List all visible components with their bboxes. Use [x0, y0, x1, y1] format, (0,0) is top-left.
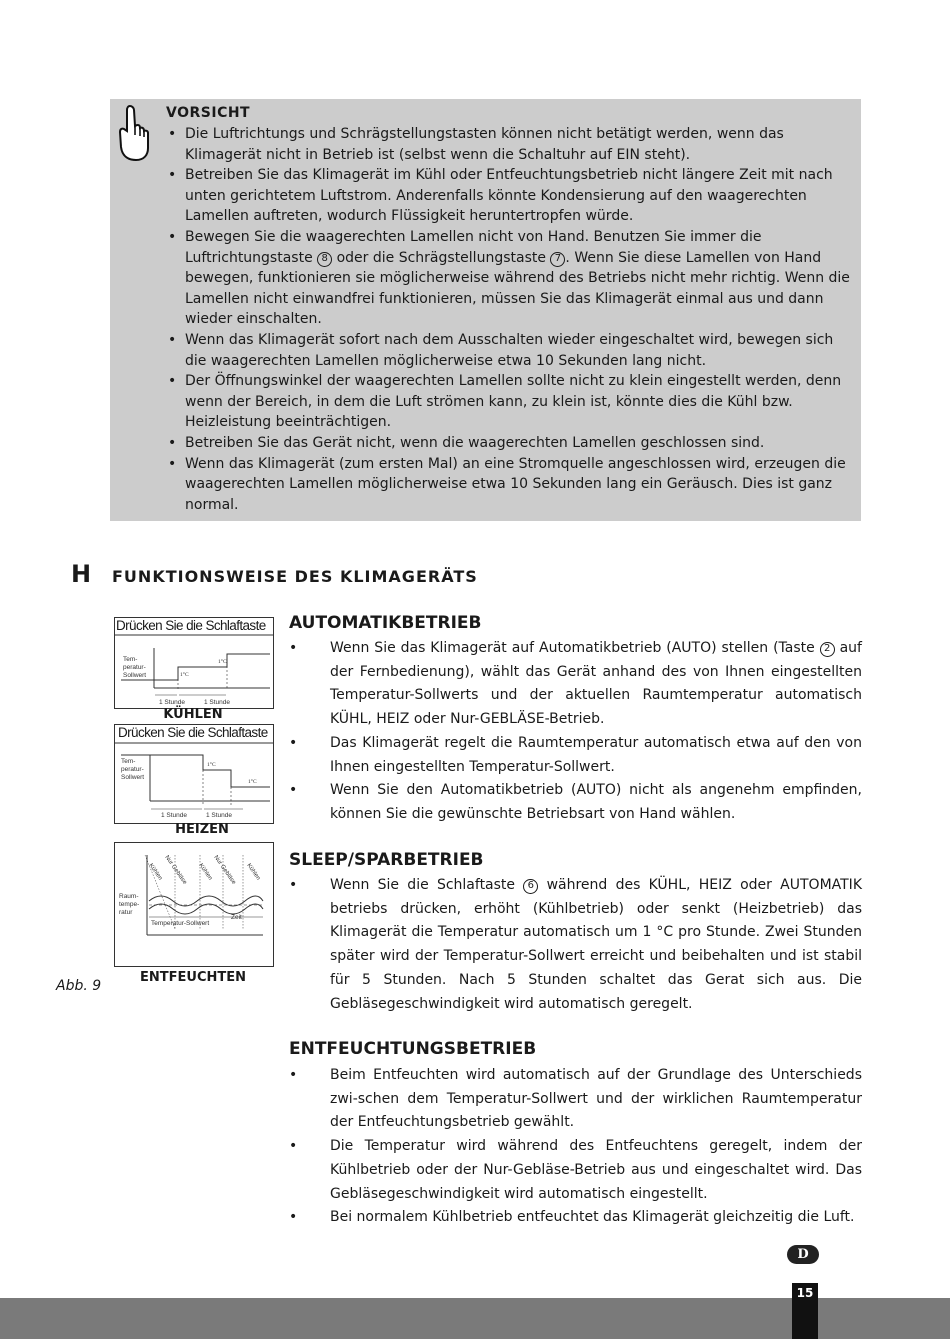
caution-item: • Der Öffnungswinkel der waagerechten Lamellen sollte nicht zu klein eingestellt werden, denn wenn der Bereich, in dem die Luft strömen kann, zu klein ist, könnte dies die Kühl bzw. Heizleistung beeinträchtigen. [166, 371, 856, 433]
svg-text:Tem-: Tem- [123, 656, 138, 663]
cooling-diagram [114, 617, 274, 709]
heating-chart [115, 725, 273, 823]
svg-text:peratur-: peratur- [121, 766, 144, 773]
svg-text:1 Stunde: 1 Stunde [206, 812, 233, 819]
button-number-2: 2 [820, 642, 835, 657]
caution-item: • Die Luftrichtungs und Schrägstellungstasten können nicht betätigt werden, wenn das Klimagerät nicht in Betrieb ist (selbst wenn die Schaltuhr auf EIN steht). [166, 124, 856, 165]
caution-item: • Wenn das Klimagerät sofort nach dem Ausschalten wieder eingeschaltet wird, bewegen sich die waagerechten Lamellen möglicherweise etwa 10 Sekunden lang nicht. [166, 330, 856, 371]
dry-label: ENTFEUCHTEN [140, 970, 246, 985]
button-number-6: 6 [523, 879, 538, 894]
svg-text:Kühlen: Kühlen [147, 862, 163, 882]
list-item: • Wenn Sie den Automatikbetrieb (AUTO) nicht als angenehm empfinden, können Sie die gewünschte Betriebsart von Hand wählen. [289, 779, 862, 826]
caution-box [110, 99, 861, 521]
svg-text:1 Stunde: 1 Stunde [159, 699, 186, 706]
svg-text:Nur Gebläse: Nur Gebläse [212, 854, 237, 886]
auto-title: AUTOMATIKBETRIEB [289, 613, 482, 633]
list-item: • Wenn Sie die Schlaftaste 6 während des KÜHL, HEIZ oder AUTOMATIK betriebs drücken, erhöht (Kühlbetrieb) oder senkt (Heizbetrieb) das Klimagerät die Temperatur automatisch um 1 °C pro Stunde. Zwei Stunden später wird der Temperatur-Sollwert erreicht und beibehalten und ist stabil für 5 Stunden. Nach 5 Stunden schaltet das Gerat sich aus. Die Gebläsegeschwindigkeit wird automatisch geregelt. [289, 874, 862, 1016]
dry-title: ENTFEUCHTUNGSBETRIEB [289, 1039, 537, 1059]
svg-text:peratur-: peratur- [123, 664, 146, 671]
list-item: • Die Temperatur wird während des Entfeuchtens geregelt, indem der Kühlbetrieb oder der Nur-Gebläse-Betrieb aus und eingeschaltet wird. Das Gebläsegeschwindigkeit wird automatisch eingestellt. [289, 1135, 862, 1206]
svg-text:Raum-: Raum- [119, 893, 139, 900]
list-item: • Bei normalem Kühlbetrieb entfeuchtet das Klimagerät gleichzeitig die Luft. [289, 1206, 862, 1230]
section-letter: H [71, 560, 92, 588]
svg-text:1°C: 1°C [207, 762, 216, 768]
caution-item: • Betreiben Sie das Gerät nicht, wenn die waagerechten Lamellen geschlossen sind. [166, 433, 856, 454]
sleep-list [289, 874, 862, 1016]
svg-text:Kühlen: Kühlen [245, 862, 261, 882]
list-item: • Beim Entfeuchten wird automatisch auf der Grundlage des Unterschieds zwi-schen dem Temperatur-Sollwert und der wirklichen Raumtemperatur der Entfeuchtungsbetrieb gewählt. [289, 1064, 862, 1135]
svg-text:1 Stunde: 1 Stunde [204, 699, 231, 706]
svg-text:ratur: ratur [119, 909, 133, 916]
caution-item: • Betreiben Sie das Klimagerät im Kühl oder Entfeuchtungsbetrieb nicht längere Zeit mit nach unten gerichtetem Luftstrom. Anderenfalls könnte Kondensierung auf den waagerechten Lamellen auftreten, wodurch Flüssigkeit heruntertropfen würde. [166, 165, 856, 227]
dry-list [289, 1064, 862, 1230]
pointing-hand-icon [116, 103, 152, 167]
page-number: 15 [792, 1283, 818, 1339]
cooling-label: KÜHLEN [163, 707, 223, 722]
figure-caption: Abb. 9 [56, 978, 102, 994]
svg-text:Sollwert: Sollwert [123, 672, 147, 679]
diagram-header: Drücken Sie die Schlaftaste [116, 618, 266, 633]
svg-text:1°C: 1°C [218, 659, 227, 665]
svg-text:1°C: 1°C [248, 779, 257, 785]
svg-text:Zeit: Zeit [231, 914, 242, 921]
caution-item: • Wenn das Klimagerät (zum ersten Mal) an eine Stromquelle angeschlossen wird, erzeugen die waagerechten Lamellen möglicherweise etwa 10 Sekunden lang ein Geräusch. Dies ist ganz normal. [166, 454, 856, 516]
cooling-chart [115, 618, 273, 708]
auto-list [289, 637, 862, 827]
caution-list [166, 124, 856, 515]
section-title: FUNKTIONSWEISE DES KLIMAGERÄTS [112, 567, 478, 586]
language-badge: D [787, 1245, 819, 1264]
dry-chart [115, 843, 273, 966]
caution-title: VORSICHT [166, 105, 251, 121]
dry-diagram [114, 842, 274, 967]
diagram-header: Drücken Sie die Schlaftaste [118, 725, 268, 740]
svg-text:Temperatur-Sollwert: Temperatur-Sollwert [151, 920, 210, 927]
list-item: • Das Klimagerät regelt die Raumtemperatur automatisch etwa auf den von Ihnen eingestellten Temperatur-Sollwert. [289, 732, 862, 779]
sleep-title: SLEEP/SPARBETRIEB [289, 850, 484, 870]
button-number-7: 7 [550, 252, 565, 267]
svg-text:1 Stunde: 1 Stunde [161, 812, 188, 819]
caution-item: • Bewegen Sie die waagerechten Lamellen nicht von Hand. Benutzen Sie immer die Luftrichtungstaste 8 oder die Schrägstellungstaste 7 . Wenn Sie diese Lamellen von Hand bewegen, funktionieren sie möglicherweise während des Betriebs nicht mehr richtig. Wenn die Lamellen nicht einwandfrei funktionieren, müssen Sie das Klimagerät einmal aus und dann wieder einschalten. [166, 227, 856, 330]
heating-diagram [114, 724, 274, 824]
svg-text:1°C: 1°C [180, 672, 189, 678]
svg-text:Nur Gebläse: Nur Gebläse [163, 854, 188, 886]
svg-text:Kühlen: Kühlen [197, 862, 213, 882]
svg-text:Sollwert: Sollwert [121, 774, 145, 781]
heating-label: HEIZEN [175, 822, 229, 837]
button-number-8: 8 [317, 252, 332, 267]
svg-text:Tem-: Tem- [121, 758, 136, 765]
list-item: • Wenn Sie das Klimagerät auf Automatikbetrieb (AUTO) stellen (Taste 2 auf der Fernbedienung), wählt das Gerät anhand des von Ihnen eingestellten Temperatur-Sollwerts und der aktuellen Raumtemperatur automatisch KÜHL, HEIZ oder Nur-GEBLÄSE-Betrieb. [289, 637, 862, 732]
svg-text:tempe-: tempe- [119, 901, 140, 908]
